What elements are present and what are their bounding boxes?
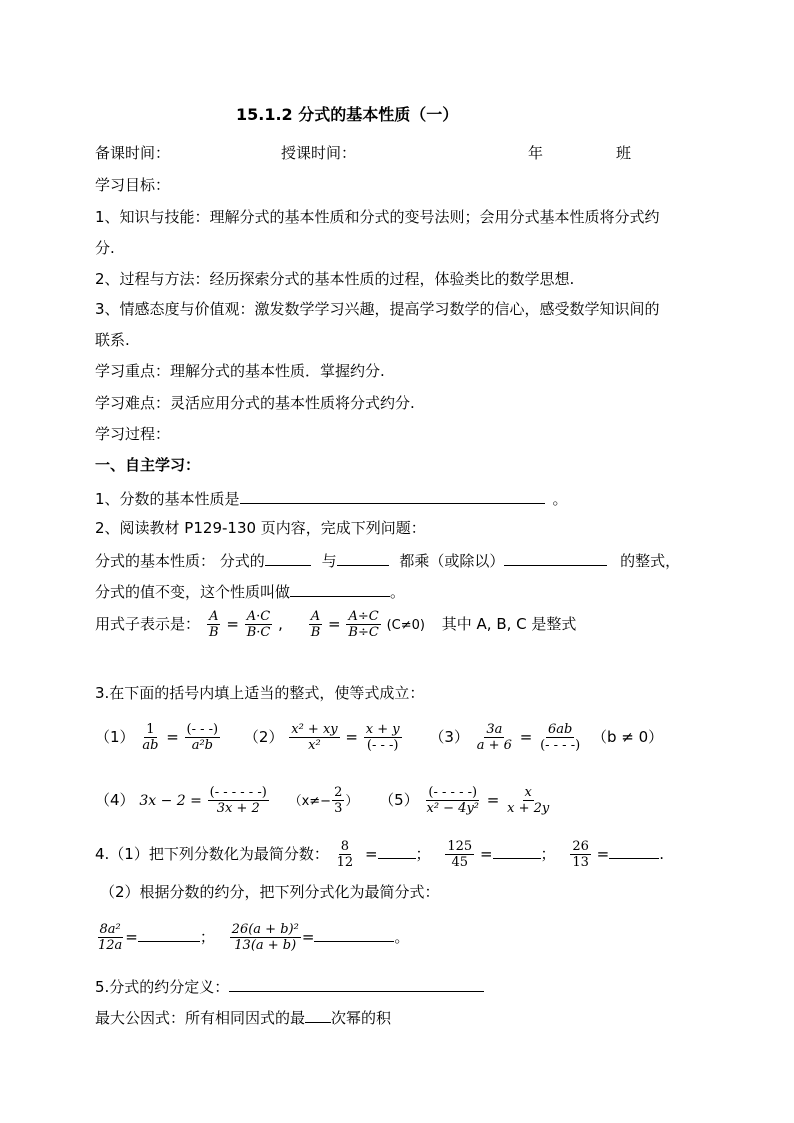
fraction [207,609,221,640]
equals-sign: = [125,928,138,946]
answer-blank[interactable] [290,580,390,597]
property-line-1 [95,549,680,571]
property-line-2 [95,580,405,602]
gcf-text-b: 次幂的积 [331,1009,392,1027]
objective-3-line-2: 联系. [95,331,130,349]
separator: ； [415,845,431,863]
question-1-text: 1、分数的基本性质是 [95,490,240,508]
answer-blank[interactable] [378,842,416,859]
period: 。 [394,928,410,946]
process-heading: 学习过程： [95,425,171,443]
fraction [445,839,474,870]
condition-start: （x≠− [288,794,332,809]
fraction [335,839,356,870]
denominator: 45 [451,855,469,870]
property-text-a: 分式的基本性质： 分式的 [95,552,265,570]
class-label: 班 [616,144,632,162]
answer-blank[interactable] [138,925,200,942]
question-1-end: 。 [552,490,568,508]
equals-sign: = [479,845,493,863]
question-3: 3.在下面的括号内填上适当的整式，使等式成立： [95,684,425,702]
numerator: x [524,785,532,800]
fraction [364,722,402,753]
page-title: 15.1.2 分式的基本性质（一） [236,105,459,124]
fraction [309,609,323,640]
condition: (C≠0) [386,618,425,633]
fraction [346,609,380,640]
denominator: x² [308,738,321,753]
equals-sign: = [301,928,315,946]
fraction [475,722,514,753]
equals-sign: = [328,615,341,633]
numerator: x + y [365,722,400,737]
denominator: a²b [191,738,213,753]
property-text-e: 分式的值不变，这个性质叫做 [95,583,291,601]
property-text-f: 。 [390,583,406,601]
fraction [96,922,124,953]
answer-blank[interactable] [305,1006,331,1023]
equals-sign: = [166,728,179,746]
key-point: 学习重点：理解分式的基本性质．掌握约分. [95,362,385,380]
fraction [538,722,582,753]
answer-blank[interactable] [609,842,659,859]
fraction [140,722,160,753]
numerator: 3a [486,722,503,737]
period: . [659,845,665,863]
objective-1-line-1: 1、知识与技能：理解分式的基本性质和分式的变号法则；会用分式基本性质将分式约 [95,208,660,226]
equals-sign: = [364,845,378,863]
question-1 [95,487,568,509]
formula-line [206,603,576,647]
question-4-fractions [95,915,409,959]
condition: （b ≠ 0） [591,728,664,746]
exercise-label: （4） [95,791,135,809]
property-text-b: 与 [321,552,337,570]
question-5 [95,975,484,997]
numerator: 8 [340,839,350,854]
numerator: 8a² [99,922,121,937]
expression: 3x − 2 = [139,793,202,809]
question-4-part-2: （2）根据分数的约分，把下列分式化为最简分式： [100,883,440,901]
exercise-label: （2） [243,728,284,746]
property-text-c: 都乘（或除以） [399,552,505,570]
numerator: 2 [334,785,343,800]
numerator: A÷C [348,609,379,624]
answer-blank[interactable] [504,549,607,566]
answer-blank[interactable]: (- - - - -) [428,785,478,800]
fraction [332,785,344,816]
equals-sign: = [519,728,533,746]
denominator: a + 6 [476,738,512,753]
numerator: 26 [572,839,589,854]
question-4-text: 4.（1）把下列分数化为最简分数： [95,845,329,863]
denominator: B [209,625,219,640]
fraction [424,785,481,816]
answer-blank[interactable]: (- - - -) [540,738,581,753]
numerator: A·C [246,609,271,624]
section-heading: 一、自主学习： [95,456,201,474]
exercise-row-1 [95,715,663,759]
separator: ； [199,928,215,946]
denominator: ab [142,738,159,753]
denominator: 12 [336,855,354,870]
numerator: 26(a + b)² [231,922,299,937]
numerator: 125 [447,839,473,854]
equals-sign: = [596,845,610,863]
objectives-heading: 学习目标： [95,176,171,194]
fraction [230,922,301,953]
formula-prefix: 用式子表示是： [95,615,201,633]
answer-blank[interactable] [493,842,541,859]
denominator: 13(a + b) [234,938,297,953]
exercise-label: （3） [429,728,469,746]
answer-blank[interactable] [314,925,394,942]
answer-blank[interactable]: (- - -) [366,738,399,753]
fraction [208,785,269,816]
exercise-row-2 [95,778,552,824]
exercise-label: （1） [95,728,135,746]
formula-tail: 其中 A, B, C 是整式 [441,615,577,633]
fraction [289,722,339,753]
difficulty: 学习难点：灵活应用分式的基本性质将分式约分. [95,394,415,412]
condition-end: ） [345,794,359,809]
gcf-text-a: 最大公因式：所有相同因式的最 [95,1009,306,1027]
objective-1-line-2: 分. [95,239,115,257]
question-5-text: 5.分式的约分定义： [95,978,230,996]
answer-blank[interactable]: (- - - - - -) [209,785,267,800]
answer-blank[interactable] [337,549,389,566]
numerator: 1 [146,722,155,737]
fraction [185,722,221,753]
answer-blank[interactable] [229,975,484,992]
equals-sign: = [226,615,239,633]
denominator: B [310,625,321,640]
denominator: x + 2y [507,801,550,816]
prep-time-label: 备课时间： [95,144,171,162]
exercise-label: （5） [379,791,419,809]
fraction [570,839,591,870]
denominator: 12a [98,938,123,953]
separator: ； [540,845,556,863]
numerator: x² + xy [291,722,338,737]
denominator: 3 [334,801,343,816]
objective-3-line-1: 3、情感态度与价值观：激发数学学习兴趣，提高学习数学的信心，感受数学知识间的 [95,300,660,318]
denominator: B÷C [348,625,379,640]
denominator: B·C [246,625,271,640]
year-label: 年 [528,144,544,162]
numerator: A [310,609,321,624]
fraction [505,785,551,816]
denominator: 13 [572,855,589,870]
question-2: 2、阅读教材 P129-130 页内容，完成下列问题： [95,519,426,537]
question-4-part-1 [95,832,664,876]
teach-time-label: 授课时间： [281,144,357,162]
comma: , [278,615,283,633]
answer-blank[interactable] [240,487,545,504]
equals-sign: = [486,791,500,809]
answer-blank[interactable]: (- - -) [186,722,219,737]
fraction [245,609,273,640]
property-text-d: 的整式， [620,552,681,570]
equals-sign: = [345,728,358,746]
denominator: 3x + 2 [216,801,260,816]
gcf-definition [95,1006,391,1028]
denominator: x² − 4y² [426,801,480,816]
objective-2: 2、过程与方法：经历探索分式的基本性质的过程，体验类比的数学思想. [95,270,575,288]
answer-blank[interactable] [265,549,311,566]
numerator: A [209,609,219,624]
numerator: 6ab [547,722,573,737]
